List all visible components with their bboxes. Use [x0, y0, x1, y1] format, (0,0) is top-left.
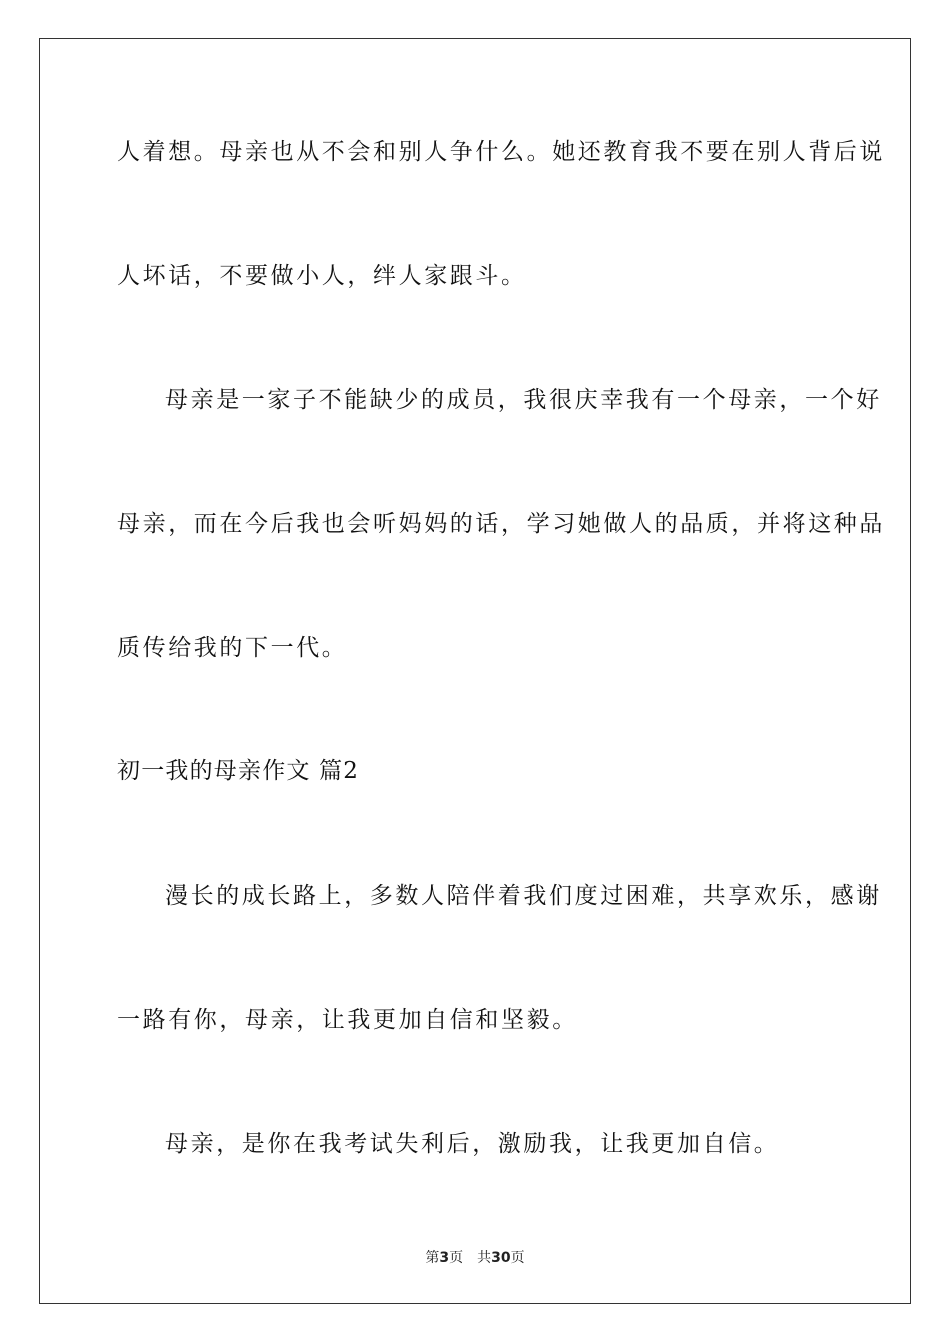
total-prefix: 共	[477, 1250, 492, 1266]
paragraph-line: 母亲，而在今后我也会听妈妈的话，学习她做人的品质，并将这种品	[117, 511, 885, 537]
paragraph-line: 一路有你，母亲，让我更加自信和坚毅。	[117, 1007, 578, 1033]
page-suffix: 页	[449, 1250, 464, 1266]
paragraph-line: 质传给我的下一代。	[117, 635, 348, 661]
total-suffix: 页	[510, 1250, 525, 1266]
page-border	[39, 38, 911, 1304]
paragraph-line: 母亲是一家子不能缺少的成员，我很庆幸我有一个母亲，一个好	[165, 387, 882, 413]
total-pages: 30	[491, 1250, 511, 1266]
paragraph-line: 漫长的成长路上，多数人陪伴着我们度过困难，共享欢乐，感谢	[165, 883, 882, 909]
paragraph-line: 人坏话，不要做小人，绊人家跟斗。	[117, 263, 527, 289]
page-prefix: 第	[425, 1250, 440, 1266]
paragraph-line: 母亲，是你在我考试失利后，激励我，让我更加自信。	[165, 1131, 780, 1157]
section-heading: 初一我的母亲作文 篇2	[117, 758, 360, 784]
page-footer	[0, 1247, 950, 1267]
paragraph-line: 人着想。母亲也从不会和别人争什么。她还教育我不要在别人背后说	[117, 139, 885, 165]
page-number: 3	[439, 1250, 450, 1266]
